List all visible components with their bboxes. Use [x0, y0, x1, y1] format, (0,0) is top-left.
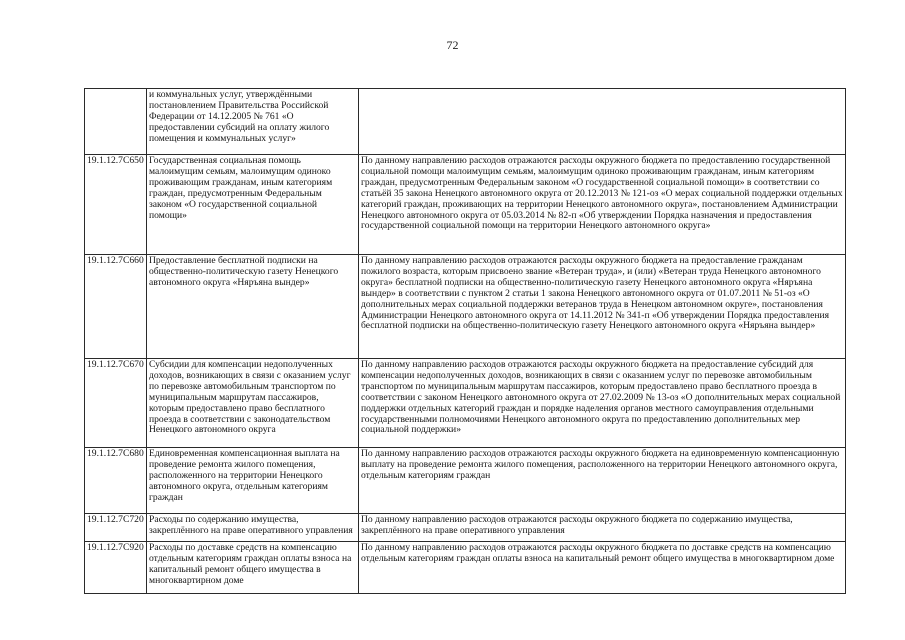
page-number: 72 — [446, 38, 459, 52]
expense-description-cell: По данному направлению расходов отражаются расходы окружного бюджета по содержанию имущества, закреплённого на праве оперативного управления — [359, 514, 846, 542]
expense-description-cell: По данному направлению расходов отражаются расходы окружного бюджета на единовременную компенсационную выплату на проведение ремонта жилого помещения, расположенного на территории Ненецкого автономного округа, отдельным категориям граждан — [359, 448, 846, 514]
table-row — [85, 155, 846, 255]
expense-code-cell: 19.1.12.7С920 — [85, 542, 147, 594]
expense-name-cell: и коммунальных услуг, утверждёнными постановлением Правительства Российской Федерации от 14.12.2005 № 761 «О предоставлении субсидий на оплату жилого помещения и коммунальных услуг» — [147, 89, 359, 155]
expense-code-cell — [85, 89, 147, 155]
table-row — [85, 542, 846, 594]
table-row — [85, 255, 846, 359]
expense-name-cell: Субсидии для компенсации недополученных доходов, возникающих в связи с оказанием услуг по перевозке автомобильным транспортом по муниципальным маршрутам пассажиров, которым предоставлено право бесплатного проезда в соответствии с законодательством Ненецкого автономного округа — [147, 359, 359, 448]
expense-name-cell: Государственная социальная помощь малоимущим семьям, малоимущим одиноко проживающим гражданам, иным категориям граждан, предусмотренным Федеральным законом «О государственной социальной помощи» — [147, 155, 359, 255]
expense-description-cell: По данному направлению расходов отражаются расходы окружного бюджета на предоставление субсидий для компенсации недополученных доходов, возникающих в связи с оказанием услуг по перевозке автомобильным транспортом по муниципальным маршрутам пассажиров, которым предоставлено право бесплатного проезда в соответствии с законом Ненецкого автономного округа от 27.02.2009 № 13-оз «О дополнительных мерах социальной поддержки отдельных категорий граждан и порядке наделения органов местного самоуправления отдельными государственными полномочиями Ненецкого автономного округа по предоставлению дополнительных мер социальной поддержки» — [359, 359, 846, 448]
expense-description-cell: По данному направлению расходов отражаются расходы окружного бюджета на предоставление гражданам пожилого возраста, которым присвоено звание «Ветеран труда», и (или) «Ветеран труда Ненецкого автономного округа» бесплатной подписки на общественно-политическую газету Ненецкого автономного округа «Няръяна вындер» в соответствии с пунктом 2 статьи 1 закона Ненецкого автономного округа от 01.07.2011 № 51-оз «О дополнительных мерах социальной поддержки ветеранов труда в Ненецком автономном округе», постановления Администрации Ненецкого автономного округа от 14.11.2012 № 341-п «Об утверждении Порядка предоставления бесплатной подписки на общественно-политическую газету Ненецкого автономного округа «Няръяна вындер» — [359, 255, 846, 359]
table-row — [85, 89, 846, 155]
budget-classification-table — [84, 88, 846, 594]
expense-code-cell: 19.1.12.7С720 — [85, 514, 147, 542]
expense-description-cell: По данному направлению расходов отражаются расходы окружного бюджета по доставке средств на компенсацию отдельным категориям граждан оплаты взноса на капитальный ремонт общего имущества в многоквартирном доме — [359, 542, 846, 594]
expense-code-cell: 19.1.12.7С670 — [85, 359, 147, 448]
expense-code-cell: 19.1.12.7С680 — [85, 448, 147, 514]
expense-code-cell: 19.1.12.7С660 — [85, 255, 147, 359]
expense-name-cell: Единовременная компенсационная выплата на проведение ремонта жилого помещения, расположенного на территории Ненецкого автономного округа, отдельным категориям граждан — [147, 448, 359, 514]
expense-name-cell: Предоставление бесплатной подписки на общественно-политическую газету Ненецкого автономного округа «Няръяна вындер» — [147, 255, 359, 359]
expense-name-cell: Расходы по доставке средств на компенсацию отдельным категориям граждан оплаты взноса на капитальный ремонт общего имущества в многоквартирном доме — [147, 542, 359, 594]
expense-code-cell: 19.1.12.7С650 — [85, 155, 147, 255]
expense-name-cell: Расходы по содержанию имущества, закреплённого на праве оперативного управления — [147, 514, 359, 542]
table-row — [85, 448, 846, 514]
table-row — [85, 359, 846, 448]
expense-description-cell: По данному направлению расходов отражаются расходы окружного бюджета по предоставлению государственной социальной помощи малоимущим семьям, малоимущим одиноко проживающим гражданам, иным категориям граждан, предусмотренным Федеральным законом «О государственной социальной помощи» в соответствии со статьёй 35 закона Ненецкого автономного округа от 20.12.2013 № 121-оз «О мерах социальной поддержки отдельных категорий граждан, проживающих на территории Ненецкого автономного округа», постановлением Администрации Ненецкого автономного округа от 05.03.2014 № 82-п «Об утверждении Порядка назначения и предоставления государственной социальной помощи на территории Ненецкого автономного округа» — [359, 155, 846, 255]
expense-description-cell — [359, 89, 846, 155]
table-row — [85, 514, 846, 542]
